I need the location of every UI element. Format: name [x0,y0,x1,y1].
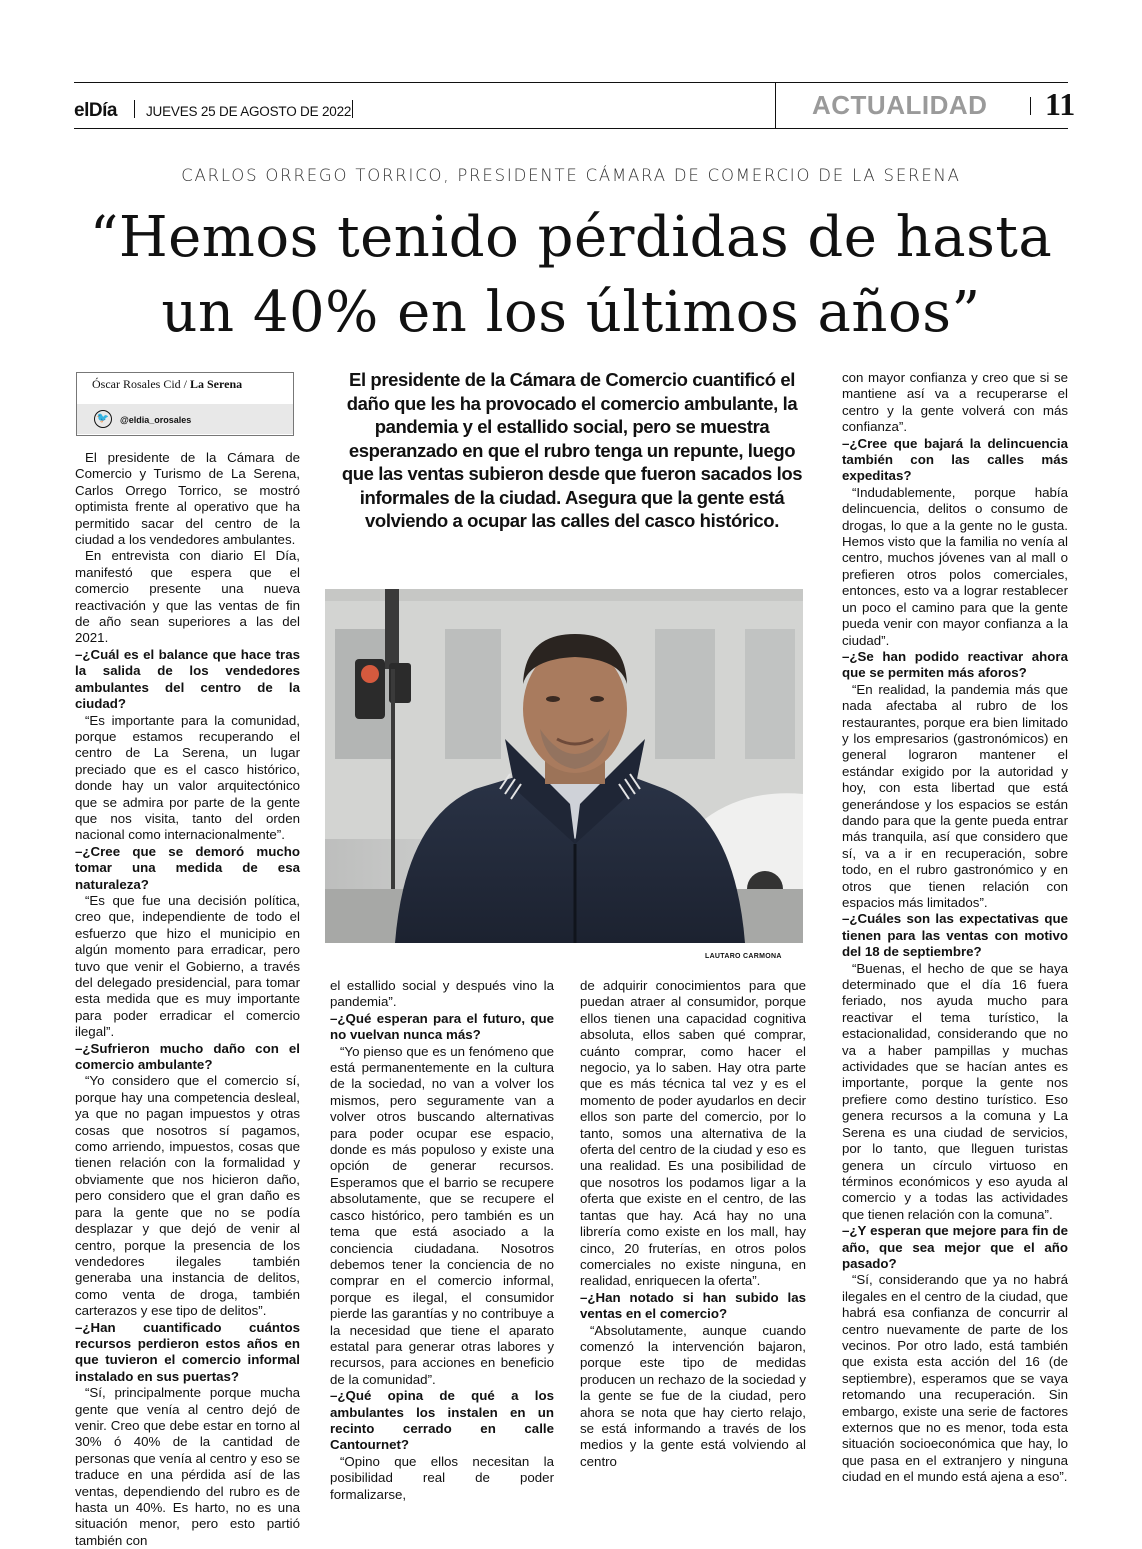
header-top-rule [74,82,1068,83]
interview-question: –¿Qué opina de qué a los ambulantes los instalen en un recinto cerrado en calle Cantournet? [330,1388,554,1453]
body-column-3 [580,978,806,1470]
interview-question: –¿Y esperan que mejore para fin de año, que sea mejor que el año pasado? [842,1223,1068,1271]
byline-location: La Serena [190,377,243,391]
interview-question: –¿Cree que se demoró mucho tomar una medida de esa naturaleza? [75,843,300,892]
headline-line-1: “Hemos tenido pérdidas de hasta [89,205,1053,270]
body-paragraph: con mayor confianza y creo que si se mantiene así va a recuperarse el centro y la gente volverá con más confianza”. [842,370,1068,435]
body-paragraph: de adquirir conocimientos para que puedan atraer al consumidor, porque ellos tienen una capacidad cognitiva absoluta, ellos saben qué comprar, cuánto comprar, como hacer el negocio, ya lo saben. Hay otra parte que es más técnica tal vez y es el momento de poder ayudarlos en decir ellos son parte del comercio, por lo tanto, somos una alternativa de la oferta del centro de la ciudad y eso es una realidad. Es una posibilidad de que nosotros los podamos ligar a la oferta que existe en el centro, de las tantas que hay. Acá hay no una librería como existe en los mall, hay cinco, 20 fruterías, en otros polos comerciales no existe ninguna, en realidad, enriquecen la oferta”. [580,978,806,1289]
article-lead: El presidente de la Cámara de Comercio cuantificó el daño que les ha provocado el comercio ambulante, la pandemia y el estallido social, pero se muestra esperanzado en que el rubro tenga un repunte, luego que las ventas subieron desde que fueron sacados los informales de la ciudad. Asegura que la gente está volviendo a ocupar las calles del casco histórico. [341,369,803,531]
interview-question: –¿Sufrieron mucho daño con el comercio ambulante? [75,1040,300,1073]
body-paragraph: “En realidad, la pandemia más que nada afectaba al rubro de los restaurantes, porque era bien limitado y los empresarios (gastronómicos) en general lograron mantener el estándar exigido por la autoridad y hoy, con esta libertad que está generándose y los espacios se están dando para que la gente pueda entrar más tranquila, así que considero que sí, va a ir en recuperación, sobre todo, en el rubro gastronómico y en otros que tienen relación con espacios más limitados”. [842,681,1068,910]
body-paragraph: “Yo considero que el comercio sí, porque hay una competencia desleal, ya que no pagan impuestos y otras cosas que nosotros sí pagamos, como arriendo, impuestos, cosas que tienen relación con la formalidad y obviamente que nos hicieron daño, pero considero que el gran daño es para la gente que no se podía desplazar y que dejó de venir al centro, porque la presencia de los vendedores ilegales también generaba una instancia de delitos, como venta de droga, también carterazos y ese tipo de delitos”. [75,1073,300,1319]
body-paragraph: “Buenas, el hecho de que se haya determinado que el día 16 fuera feriado, nos ayuda mucho para reactivar el tema turístico, la estacionalidad, considerando que no va a haber pampillas y muchas actividades que se hacían antes es importante, porque la gente nos prefiere como destino turístico. Eso genera recursos a la comuna y La Serena es una ciudad de servicios, por lo tanto, que lleguen turistas genera un círculo virtuoso en términos económicos y eso ayuda al comercio y a todas las actividades que tienen relación con la comuna”. [842,960,1068,1222]
interview-question: –¿Se han podido reactivar ahora que se permiten más aforos? [842,648,1068,681]
body-paragraph: “Opino que ellos necesitan la posibilidad real de poder formalizarse, [330,1453,554,1502]
interview-question: –¿Cuáles son las expectativas que tienen para las ventas con motivo del 18 de septiembre? [842,911,1068,960]
twitter-handle[interactable]: @eldia_orosales [120,415,192,425]
body-paragraph: “Yo pienso que es un fenómeno que está permanentemente en la cultura de la sociedad, no van a volver los mismos, pero seguramente van a volver otros buscando alternativas para poder ocupar ese espacio, donde es más populoso y existe una opción de generar recursos. Esperamos que el barrio se recupere absolutamente, que se recupere el casco histórico, pero también es un tema que está asociado a la conciencia ciudadana. Nosotros debemos tener la conciencia de no comprar en el comercio informal, porque es ilegal, el consumidor pierde las garantías y no contribuye a la necesidad que tiene el aparato estatal para generar otras labores y recursos, para acciones en beneficio de la comunidad”. [330,1043,554,1387]
byline: Óscar Rosales Cid / La Serena [92,377,243,391]
body-paragraph: El presidente de la Cámara de Comercio y Turismo de La Serena, Carlos Orrego Torrico, se mostró optimista frente al operativo que ha permitido sacar del centro de la ciudad a los vendedores ambulantes. [75,450,300,548]
interview-question: –¿Han cuantificado cuántos recursos perdieron estos años en que tuvieron el comercio informal instalado en sus puertas? [75,1319,300,1384]
byline-author: Óscar Rosales Cid [92,377,181,391]
header-bottom-rule [74,128,1068,129]
kicker: CARLOS ORREGO TORRICO, PRESIDENTE CÁMARA DE COMERCIO DE LA SERENA [181,166,961,185]
photo-credit: LAUTARO CARMONA [705,953,782,960]
body-column-4 [842,370,1068,1486]
body-paragraph: “Es que fue una decisión política, creo que, independiente de todo el esfuerzo que hizo el municipio en algún momento para erradicar, pero tuvo que venir el Gobierno, a través del delegado presidencial, para tomar esta medida que es muy importante para poder erradicar el comercio ilegal”. [75,892,300,1040]
publication-logo: elDía [74,100,117,121]
body-paragraph: “Sí, principalmente porque mucha gente que venía al centro dejó de venir. Creo que debe estar en torno al 30% ó 40% de la cantidad de personas que venía al centro y eso se traduce en una pérdida así de las ventas, dependiendo del rubro es de hasta un 40%. Es harto, no es una situación menor, pero esto partió también con [75,1385,300,1548]
twitter-icon: 🐦 [94,410,112,428]
header-separator [1030,97,1031,115]
body-column-1 [75,450,300,1549]
body-column-2 [330,978,554,1503]
interview-question: –¿Cuál es el balance que hace tras la salida de los vendedores ambulantes del centro de la ciudad? [75,646,300,712]
section-title: ACTUALIDAD [812,90,988,120]
body-paragraph: “Absolutamente, aunque cuando comenzó la intervención bajaron, porque este tipo de medidas producen un rechazo de la sociedad y la gente se fue de la ciudad, pero ahora se nota que hay cierto relajo, se está informando a través de los medios y la gente está volviendo al centro [580,1322,806,1469]
page-number: 11 [1045,86,1076,122]
header-section-divider [775,82,776,128]
article-photo [325,589,803,943]
body-paragraph: “Indudablemente, porque había delincuencia, delitos o consumo de drogas, lo que a la gente no le gusta. Hemos visto que la familia no venía al centro, muchos jóvenes van al mall o prefieren otros polos comerciales, entonces, esto va a lograr restablecer un poco el camino para que la gente pueda venir con mayor confianza a la ciudad”. [842,484,1068,648]
interview-question: –¿Cree que bajará la delincuencia también con las calles más expeditas? [842,435,1068,484]
header-separator [134,100,135,118]
portrait-photo [325,589,803,943]
body-paragraph: “Sí, considerando que ya no habrá ilegales en el centro de la ciudad, que habrá esa confianza de concurrir al centro nuevamente de parte de los vecinos. Por otro lado, está también que exista esta acción del 16 (de septiembre), esperamos que se vaya retomando una recuperación. Sin embargo, existe una serie de factores externos que no es menor, toda esta situación socioeconómica que hay, lo que pasa en el extranjero y ninguna ciudad en el mundo está ajena a eso”. [842,1272,1068,1485]
body-paragraph: el estallido social y después vino la pandemia”. [330,978,554,1010]
interview-question: –¿Qué esperan para el futuro, que no vuelvan nunca más? [330,1010,554,1043]
headline-line-2: un 40% en los últimos años” [161,280,981,345]
header-separator [352,100,353,118]
issue-date: JUEVES 25 DE AGOSTO DE 2022 [146,104,352,119]
body-paragraph: En entrevista con diario El Día, manifestó que espera que el comercio presente una nueva reactivación y que las ventas de fin de año sean superiores a las del 2021. [75,548,300,646]
interview-question: –¿Han notado si han subido las ventas en el comercio? [580,1289,806,1322]
body-paragraph: “Es importante para la comunidad, porque estamos recuperando el centro de La Serena, un lugar preciado que es el casco histórico, donde hay un valor arquitectónico que se admira por parte de la gente que nos visita, tanto del orden nacional como internacionalmente”. [75,712,300,843]
